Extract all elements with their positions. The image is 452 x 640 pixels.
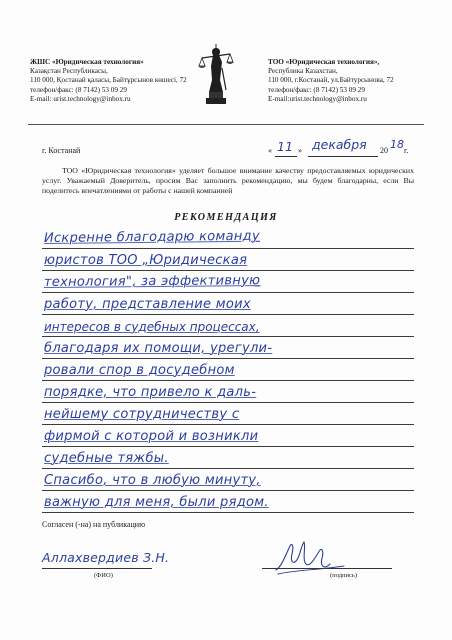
handwriting-text: фирмой с которой и возникли: [44, 429, 259, 444]
handwriting-text: нейшему сотрудничеству с: [44, 407, 240, 422]
city-label: г. Костанай: [42, 146, 81, 155]
handwriting-line: [42, 468, 414, 491]
handwriting-line: [42, 292, 414, 315]
signature-field: [262, 536, 392, 586]
handwriting-text: работу, представление моих: [44, 297, 251, 312]
publication-consent-label: Согласен (-на) на публикацию: [42, 520, 146, 529]
date-month-underline: [308, 156, 378, 157]
intro-paragraph: ТОО «Юридическая технология» уделяет большое внимание качеству предоставляемых юридических услуг. Уважаемый Доверитель, просим Вас заполнить рекомендацию, мы будем благодарны, если Вы поделитесь впечатлениями от работы с нашей компанией: [42, 166, 414, 195]
handwriting-line: [42, 380, 414, 403]
document-title: РЕКОМЕНДАЦИЯ: [174, 212, 278, 223]
date-day: 11: [277, 139, 293, 154]
date-year-suffix: 18: [390, 138, 404, 151]
header-right-block: [268, 58, 438, 104]
fio-caption: (ФИО): [94, 572, 113, 579]
fio-field: [42, 544, 170, 584]
handwriting-text: важную для меня, были рядом.: [44, 495, 269, 510]
date-quote-open: «: [268, 146, 272, 155]
date-year-end: г.: [404, 146, 409, 155]
header-right-line4: E-mail:urist.technology@inbox.ru: [268, 94, 367, 103]
header-left-line1: Казақстан Республикасы,: [30, 67, 108, 76]
recommendation-lines: [42, 226, 414, 516]
fio-handwritten: Аллахвердиев З.Н.: [42, 550, 170, 565]
header-divider: [28, 124, 424, 125]
signature-caption: (подпись): [330, 572, 357, 579]
header-left-line4: E-mail: urist.technology@inbox.ru: [30, 94, 131, 103]
handwriting-line: [42, 490, 414, 513]
handwriting-line: [42, 358, 414, 381]
handwriting-text: Спасибо, что в любую минуту,: [44, 473, 261, 488]
handwriting-line: [42, 226, 414, 249]
handwriting-line: [42, 248, 414, 271]
handwriting-line: [42, 446, 414, 469]
header-left-line3: телефон/факс: (8 7142) 53 09 29: [30, 85, 127, 94]
fio-underline: [42, 568, 152, 569]
header-right-line3: телефон/факс: (8 7142) 53 09 29: [268, 85, 365, 94]
handwriting-line: [42, 270, 414, 293]
handwriting-text: Искренне благодарю команду: [43, 228, 261, 246]
handwriting-line: [42, 402, 414, 425]
handwriting-text: интересов в судебных процессах,: [44, 320, 260, 334]
date-quote-close: »: [298, 146, 302, 155]
header-left-org: ЖШС «Юридическая технология»: [30, 58, 144, 66]
handwriting-line: [42, 424, 414, 447]
handwriting-text: благодаря их помощи, урегули-: [44, 341, 273, 356]
handwriting-text: юристов ТОО „Юридическая: [44, 253, 248, 268]
handwriting-text: порядке, что привело к даль-: [44, 385, 257, 400]
date-month: декабря: [312, 137, 367, 152]
handwriting-text: судебные тяжбы.: [44, 451, 169, 466]
header-right-line2: 110 000, г.Костанай, ул.Байтурсынова, 72: [268, 76, 394, 85]
header-left-line2: 110 000, Қостанай қаласы, Байтұрсынов көшесі, 72: [30, 76, 187, 85]
signature-underline: [262, 568, 392, 569]
handwriting-line: [42, 336, 414, 359]
handwriting-text: ровали спор в досудебном: [44, 363, 235, 378]
date-year-prefix: 20: [380, 146, 388, 155]
handwriting-line: [42, 314, 414, 337]
header-right-org: ТОО «Юридическая технология»,: [268, 58, 380, 66]
header-left-block: [30, 58, 200, 104]
header-right-line1: Республика Казахстан,: [268, 67, 338, 76]
date-day-underline: [275, 156, 297, 157]
handwriting-text: технология", за эффективную: [43, 273, 261, 290]
date-field: [268, 139, 428, 159]
themis-justice-icon: [196, 40, 236, 108]
